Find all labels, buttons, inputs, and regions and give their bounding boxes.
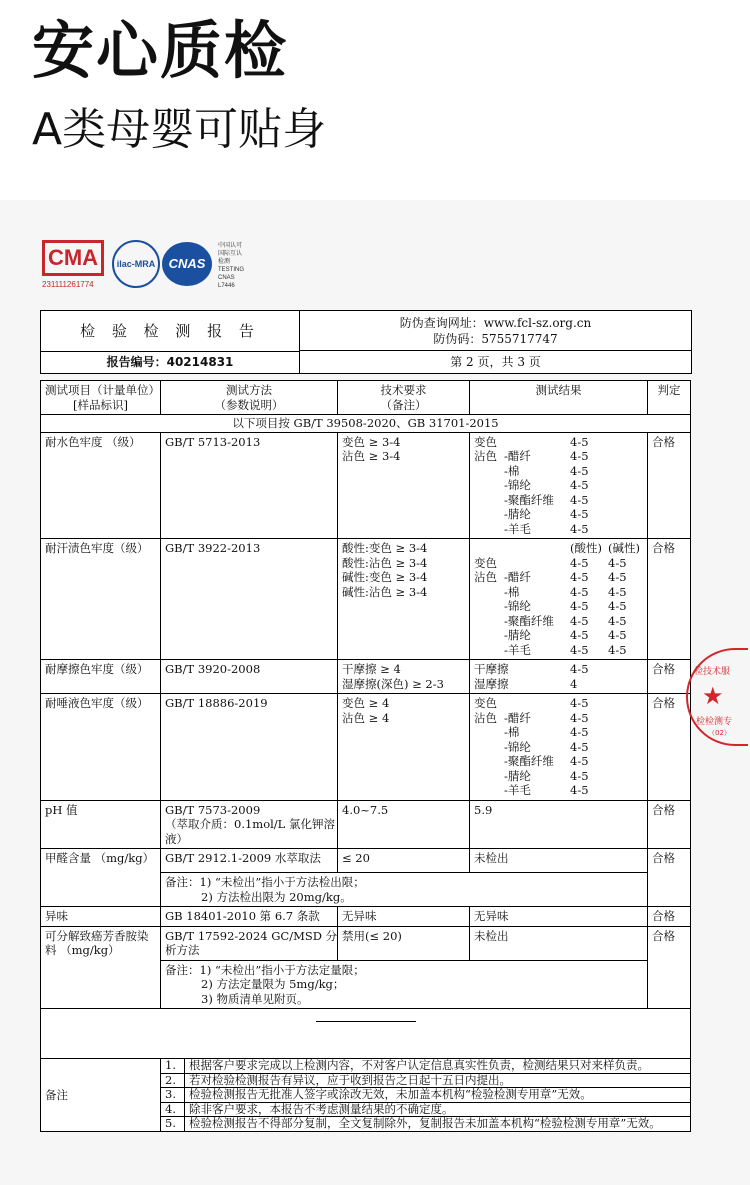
result-cell xyxy=(474,464,504,479)
result-cell xyxy=(474,585,504,600)
test-method: GB/T 18886-2019 xyxy=(161,694,338,801)
header-verdict: 判定 xyxy=(648,381,691,415)
header-method xyxy=(161,381,338,415)
result-cell xyxy=(608,493,642,508)
remarks-row xyxy=(41,1059,691,1132)
test-method: GB 18401-2010 第 6.7 条款 xyxy=(161,907,338,927)
page-title: 安心质检 xyxy=(32,14,289,87)
header-requirement-line: 技术要求 xyxy=(380,383,427,397)
result-cell: 4-5 xyxy=(570,570,589,584)
test-method xyxy=(161,926,338,960)
result-cell xyxy=(474,522,504,537)
remark-text: 根据客户要求完成以上检测内容，不对客户认定信息真实性负责，检测结果只对来样负责。 xyxy=(185,1059,690,1074)
result-cell xyxy=(474,643,504,658)
test-result xyxy=(470,694,648,801)
remark-text: 检验检测报告不得部分复制，全文复制除外，复制报告未加盖本机构“检验检测专用章”无效。 xyxy=(189,1116,661,1130)
requirement: 4.0~7.5 xyxy=(338,800,470,849)
requirement-line: 干摩擦 ≥ 4 xyxy=(342,662,401,676)
test-item: 耐水色牢度 （级） xyxy=(41,432,161,539)
cma-logo xyxy=(42,240,104,289)
result-cell: -腈纶 xyxy=(504,628,531,642)
page-info: 第 2 页，共 3 页 xyxy=(450,355,541,369)
result-grid xyxy=(474,541,643,657)
requirement-line: 沾色 ≥ 4 xyxy=(342,710,390,725)
verdict: 合格 xyxy=(648,849,691,907)
result-cell xyxy=(608,754,642,769)
result-cell: 4-5 xyxy=(608,642,627,657)
result-cell: 4-5 xyxy=(570,662,589,676)
result-cell xyxy=(608,464,642,479)
result-cell: 4-5 xyxy=(570,507,589,521)
result-cell: 4-5 xyxy=(570,434,589,449)
result-cell: 变色 xyxy=(474,696,497,710)
result-cell: -聚酯纤维 xyxy=(504,613,554,628)
result-cell: 湿摩擦 xyxy=(474,676,509,691)
result-cell xyxy=(474,740,504,755)
test-result: 无异味 xyxy=(470,907,648,927)
table-row xyxy=(41,849,691,873)
note-line: 3) 物质清单见附页。 xyxy=(201,991,309,1006)
result-cell: (酸性) xyxy=(570,541,602,555)
result-cell: 4-5 xyxy=(570,613,589,628)
result-cell: 4-5 xyxy=(570,725,589,739)
result-cell: 4-5 xyxy=(570,628,589,642)
result-cell: 4-5 xyxy=(608,599,627,613)
method-note xyxy=(161,873,648,907)
note-line: 2) 方法检出限为 20mg/kg。 xyxy=(201,889,352,904)
result-cell xyxy=(608,662,642,677)
result-cell xyxy=(608,696,642,711)
result-cell: 4 xyxy=(570,676,578,691)
remark-number: 4. xyxy=(161,1103,185,1118)
test-result: 未检出 xyxy=(470,926,648,960)
method-line: 液） xyxy=(165,831,188,846)
table-row xyxy=(41,694,691,801)
cnas-caption-line: TESTING xyxy=(218,267,245,273)
result-cell xyxy=(474,725,504,740)
test-method xyxy=(161,800,338,849)
cnas-logo: CNAS xyxy=(162,242,212,286)
remark-number: 2. xyxy=(161,1074,185,1089)
result-cell: -锦纶 xyxy=(504,599,531,613)
remarks-label: 备注 xyxy=(41,1059,161,1132)
test-method: GB/T 3922-2013 xyxy=(161,539,338,660)
result-cell xyxy=(474,783,504,798)
result-grid xyxy=(474,435,643,537)
result-cell xyxy=(504,677,570,692)
table-row xyxy=(41,432,691,539)
remark-number: 5. xyxy=(161,1117,185,1131)
report-number xyxy=(41,352,300,373)
result-cell: -醋纤 xyxy=(504,570,531,584)
test-result xyxy=(470,432,648,539)
result-cell xyxy=(608,435,642,450)
result-cell: -醋纤 xyxy=(504,710,531,725)
report-number-value: 40214831 xyxy=(166,355,234,369)
result-cell: 干摩擦 xyxy=(474,662,509,676)
requirement-line: 湿摩擦(深色) ≥ 2-3 xyxy=(342,676,444,691)
page-subtitle: A类母婴可贴身 xyxy=(32,104,327,155)
header-requirement-line: （备注） xyxy=(380,397,427,412)
star-icon: ★ xyxy=(702,682,724,710)
method-line: GB/T 17592-2024 GC/MSD 分 xyxy=(165,928,338,943)
test-method: GB/T 2912.1-2009 水萃取法 xyxy=(161,849,338,873)
result-cell xyxy=(608,677,642,692)
requirement-line: 酸性:变色 ≥ 3-4 xyxy=(342,541,428,555)
result-cell: 4-5 xyxy=(570,754,589,768)
cnas-caption-line: 国际互认 xyxy=(218,251,243,257)
result-cell: -锦纶 xyxy=(504,739,531,754)
result-cell: 4-5 xyxy=(570,710,589,725)
requirement: 禁用(≤ 20) xyxy=(338,926,470,960)
test-item xyxy=(41,926,161,1009)
result-cell xyxy=(474,769,504,784)
ilac-mra-logo: ilac-MRA xyxy=(112,240,160,288)
test-item: 耐汗渍色牢度（级） xyxy=(41,539,161,660)
result-cell: 变色 xyxy=(474,434,497,449)
result-cell: 4-5 xyxy=(608,628,627,642)
verdict: 合格 xyxy=(648,800,691,849)
verify-code: 防伪码：5755717747 xyxy=(433,332,558,346)
table-row xyxy=(41,907,691,927)
cnas-caption-line: CNAS L7446 xyxy=(218,275,235,289)
note-line: 备注：1) “未检出”指小于方法定量限； xyxy=(165,962,365,977)
requirement: 无异味 xyxy=(338,907,470,927)
result-cell: 4-5 xyxy=(570,555,589,570)
requirement-line: 碱性:沾色 ≥ 3-4 xyxy=(342,584,428,599)
result-cell xyxy=(608,522,642,537)
requirement xyxy=(338,432,470,539)
test-result xyxy=(470,539,648,660)
result-cell: -棉 xyxy=(504,584,520,599)
method-line: GB/T 7573-2009 xyxy=(165,802,261,817)
result-cell xyxy=(504,556,570,571)
header-item-line: [样品标识] xyxy=(73,397,128,412)
result-cell xyxy=(474,493,504,508)
result-cell: -聚酯纤维 xyxy=(504,492,554,507)
test-result: 未检出 xyxy=(470,849,648,873)
result-cell: 4-5 xyxy=(570,783,589,797)
result-cell: -聚酯纤维 xyxy=(504,754,554,768)
header-method-line: 测试方法 xyxy=(226,383,272,397)
test-method: GB/T 3920-2008 xyxy=(161,660,338,694)
test-item: 异味 xyxy=(41,907,161,927)
result-cell xyxy=(474,599,504,614)
item-line: 可分解致癌芳香胺染 xyxy=(45,928,149,943)
requirement-line: 碱性:变色 ≥ 3-4 xyxy=(342,570,428,584)
result-cell xyxy=(504,662,570,677)
method-line: （萃取介质：0.1mol/L 氯化钾溶 xyxy=(165,817,335,831)
requirement xyxy=(338,660,470,694)
result-cell: 4-5 xyxy=(570,463,589,478)
result-cell: 4-5 xyxy=(570,768,589,783)
verdict: 合格 xyxy=(648,926,691,1009)
test-method: GB/T 5713-2013 xyxy=(161,432,338,539)
result-cell: 沾色 xyxy=(474,570,497,584)
report-number-label: 报告编号： xyxy=(106,355,167,369)
result-cell: 4-5 xyxy=(608,570,627,584)
result-cell xyxy=(474,628,504,643)
result-cell: 4-5 xyxy=(608,613,627,628)
seal-bottom-text: 检检测专 xyxy=(696,717,733,727)
result-cell xyxy=(504,435,570,450)
result-cell: 4-5 xyxy=(570,599,589,613)
cma-number: 231111261774 xyxy=(42,280,94,289)
remark-text: 若对检验检测报告有异议，应于收到报告之日起十五日内提出。 xyxy=(185,1074,690,1089)
header-item xyxy=(41,381,161,415)
result-cell: 4-5 xyxy=(608,555,627,570)
result-cell xyxy=(474,541,504,556)
result-cell xyxy=(608,507,642,522)
result-cell xyxy=(474,614,504,629)
result-cell: -锦纶 xyxy=(504,478,531,492)
signature-row xyxy=(41,1009,691,1059)
cnas-caption-line: 中国认可 xyxy=(218,243,243,249)
remarks-list xyxy=(161,1059,691,1132)
result-cell: 4-5 xyxy=(570,642,589,657)
requirement: ≤ 20 xyxy=(338,849,470,873)
remark-number: 1. xyxy=(161,1059,185,1074)
result-cell xyxy=(608,740,642,755)
result-cell xyxy=(608,769,642,784)
cnas-caption xyxy=(218,242,244,290)
table-row xyxy=(41,660,691,694)
remark-number: 3. xyxy=(161,1088,185,1103)
result-cell: 4-5 xyxy=(570,449,589,463)
result-cell xyxy=(608,478,642,493)
result-cell xyxy=(474,478,504,493)
table-row xyxy=(41,800,691,849)
result-cell: -羊毛 xyxy=(504,521,531,536)
result-cell: 4-5 xyxy=(570,521,589,536)
requirement-line: 沾色 ≥ 3-4 xyxy=(342,449,401,463)
verdict: 合格 xyxy=(648,660,691,694)
result-cell: -羊毛 xyxy=(504,642,531,657)
result-cell xyxy=(474,754,504,769)
header-item-line: 测试项目（计量单位） xyxy=(45,383,160,397)
signature-area xyxy=(41,1009,691,1059)
result-cell xyxy=(474,507,504,522)
header-requirement xyxy=(338,381,470,415)
result-cell: 4-5 xyxy=(608,584,627,599)
method-note xyxy=(161,960,648,1009)
result-cell: 4-5 xyxy=(570,478,589,492)
result-cell xyxy=(608,783,642,798)
result-grid xyxy=(474,662,643,691)
requirement-line: 酸性:沾色 ≥ 3-4 xyxy=(342,555,428,570)
requirement xyxy=(338,539,470,660)
header-result: 测试结果 xyxy=(470,381,648,415)
verify-site: 防伪查询网址：www.fcl-sz.org.cn xyxy=(399,316,592,330)
item-line: 料 （mg/kg） xyxy=(45,943,120,957)
seal-code: （02） xyxy=(708,729,731,737)
note-line: 备注：1) “未检出”指小于方法检出限； xyxy=(165,875,365,889)
test-result: 5.9 xyxy=(470,800,648,849)
cnas-caption-line: 检测 xyxy=(218,259,231,265)
verdict: 合格 xyxy=(648,432,691,539)
requirement xyxy=(338,694,470,801)
result-cell xyxy=(608,711,642,726)
test-item: 耐唾液色牢度（级） xyxy=(41,694,161,801)
result-cell: -腈纶 xyxy=(504,507,531,521)
result-cell: 沾色 xyxy=(474,710,497,725)
test-results-table xyxy=(40,380,691,1132)
table-row xyxy=(41,539,691,660)
test-result xyxy=(470,660,648,694)
result-cell: -棉 xyxy=(504,725,520,739)
result-cell: 沾色 xyxy=(474,449,497,463)
result-cell: 变色 xyxy=(474,555,497,570)
result-cell: -棉 xyxy=(504,463,520,478)
header-method-line: （参数说明） xyxy=(214,397,284,412)
table-header-row xyxy=(41,381,691,415)
result-cell: 4-5 xyxy=(570,696,589,710)
result-cell xyxy=(504,696,570,711)
note-line: 2) 方法定量限为 5mg/kg； xyxy=(201,977,345,991)
result-cell xyxy=(608,725,642,740)
seal-top-text: 检技术服 xyxy=(694,667,731,677)
result-cell: 4-5 xyxy=(570,584,589,599)
basis-row xyxy=(41,415,691,433)
result-cell: 4-5 xyxy=(570,492,589,507)
verdict: 合格 xyxy=(648,694,691,801)
remark-text: 除非客户要求，本报告不考虑测量结果的不确定度。 xyxy=(185,1103,690,1118)
requirement-line: 变色 ≥ 3-4 xyxy=(342,434,401,449)
remark-text: 检验检测报告无批准人签字或涂改无效，未加盖本机构“检验检测专用章”无效。 xyxy=(185,1088,690,1103)
test-item: 耐摩擦色牢度（级） xyxy=(41,660,161,694)
verdict: 合格 xyxy=(648,907,691,927)
cma-mark: CMA xyxy=(42,240,104,276)
result-cell: -醋纤 xyxy=(504,449,531,463)
verdict: 合格 xyxy=(648,539,691,660)
result-grid xyxy=(474,696,643,798)
method-line: 析方法 xyxy=(165,943,200,957)
verification-info xyxy=(300,311,691,351)
result-cell: (碱性) xyxy=(608,541,640,555)
result-cell: -腈纶 xyxy=(504,768,531,783)
result-cell xyxy=(608,449,642,464)
report-title: 检 验 检 测 报 告 xyxy=(41,311,300,352)
test-item: 甲醛含量 （mg/kg） xyxy=(41,849,161,907)
signature-line xyxy=(316,1021,416,1022)
test-item: pH 值 xyxy=(41,800,161,849)
standard-basis: 以下项目按 GB/T 39508-2020、GB 31701-2015 xyxy=(41,415,691,433)
result-cell xyxy=(504,541,570,556)
table-row xyxy=(41,926,691,960)
requirement-line: 变色 ≥ 4 xyxy=(342,696,390,710)
report-header xyxy=(40,310,692,374)
result-cell: -羊毛 xyxy=(504,783,531,797)
result-cell: 4-5 xyxy=(570,739,589,754)
